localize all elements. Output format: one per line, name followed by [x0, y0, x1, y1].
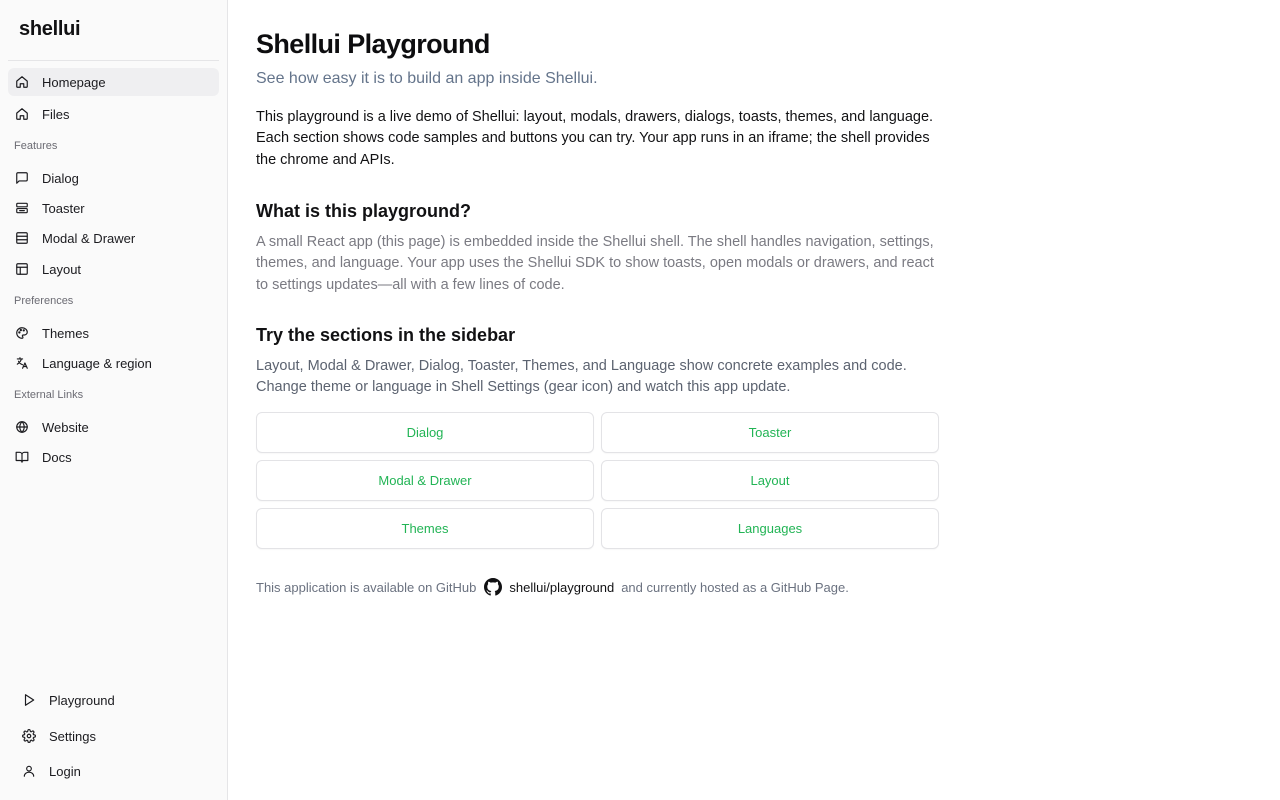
sidebar-item-login[interactable] — [8, 757, 219, 785]
sidebar-item-label: Layout — [42, 261, 82, 277]
themes-button[interactable]: Themes — [256, 508, 594, 549]
what-paragraph: A small React app (this page) is embedded inside the Shellui shell. The shell handles navigation, settings, themes, and language. Your app uses the Shellui SDK to show toasts, open modals or drawers, and react to settings updates—all with a few lines of code. — [256, 234, 934, 293]
sidebar-item-label: Dialog — [42, 170, 79, 186]
try-heading: Try the sections in the sidebar — [256, 325, 516, 345]
toaster-icon — [15, 201, 29, 215]
sidebar-item-dialog[interactable] — [8, 164, 219, 192]
sidebar-item-homepage[interactable] — [8, 68, 219, 96]
sidebar-item-playground[interactable] — [8, 686, 219, 714]
brand-logo[interactable]: shellui — [19, 18, 81, 40]
sidebar-item-toaster[interactable] — [8, 194, 219, 222]
sidebar-item-label: Language & region — [42, 355, 152, 371]
sidebar-item-docs[interactable] — [8, 443, 219, 471]
sidebar — [0, 0, 228, 800]
sidebar-item-label: Website — [42, 419, 89, 435]
page-subtitle: See how easy it is to build an app inside Shellui. — [256, 70, 598, 87]
divider — [8, 60, 219, 61]
modal-drawer-button[interactable]: Modal & Drawer — [256, 460, 594, 501]
sidebar-item-label: Files — [42, 106, 70, 122]
sidebar-item-label: Toaster — [42, 200, 85, 216]
home-icon — [15, 107, 29, 121]
sidebar-item-label: Themes — [42, 325, 89, 341]
layout-button[interactable]: Layout — [601, 460, 939, 501]
page-title: Shellui Playground — [256, 29, 490, 59]
layout-icon — [15, 262, 29, 276]
panel-icon — [15, 231, 29, 245]
sidebar-item-label: Modal & Drawer — [42, 230, 136, 246]
sidebar-item-website[interactable] — [8, 413, 219, 441]
user-icon — [22, 764, 36, 778]
footer-text-before: This application is available on GitHub — [256, 579, 477, 595]
github-icon — [484, 578, 502, 596]
intro-paragraph: This playground is a live demo of Shellui: layout, modals, drawers, dialogs, toasts, themes, and language. Each section shows code samples and buttons you can try. Your app runs in an iframe; the shell provides the chrome and APIs. — [256, 109, 934, 168]
sidebar-item-settings[interactable] — [8, 722, 219, 750]
languages-button[interactable]: Languages — [601, 508, 939, 549]
try-paragraph: Layout, Modal & Drawer, Dialog, Toaster, Themes, and Language show concrete examples and code. Change theme or language in Shell Settings (gear icon) and watch this app update. — [256, 358, 907, 396]
github-repo-link[interactable]: shellui/playground — [509, 579, 615, 595]
sidebar-item-files[interactable] — [8, 100, 219, 128]
sidebar-item-label: Homepage — [42, 74, 106, 90]
what-heading: What is this playground? — [256, 201, 471, 221]
sidebar-item-label: Docs — [42, 449, 72, 465]
sidebar-item-label: Login — [49, 763, 81, 779]
dialog-button[interactable]: Dialog — [256, 412, 594, 453]
sidebar-item-label: Playground — [49, 692, 115, 708]
sidebar-item-themes[interactable] — [8, 319, 219, 347]
gear-icon — [22, 729, 36, 743]
footer-text-after: and currently hosted as a GitHub Page. — [621, 579, 849, 595]
sidebar-item-language[interactable] — [8, 349, 219, 377]
sidebar-item-label: Settings — [49, 728, 96, 744]
section-label-external: External Links — [14, 389, 84, 401]
footer-note — [256, 578, 849, 596]
book-open-icon — [15, 450, 29, 464]
toaster-button[interactable]: Toaster — [601, 412, 939, 453]
sidebar-item-modal-drawer[interactable] — [8, 224, 219, 252]
play-icon — [22, 693, 36, 707]
section-label-preferences: Preferences — [14, 295, 74, 307]
home-icon — [15, 75, 29, 89]
message-square-icon — [15, 171, 29, 185]
palette-icon — [15, 326, 29, 340]
sidebar-item-layout[interactable] — [8, 255, 219, 283]
section-label-features: Features — [14, 140, 58, 152]
globe-icon — [15, 420, 29, 434]
languages-icon — [15, 356, 29, 370]
